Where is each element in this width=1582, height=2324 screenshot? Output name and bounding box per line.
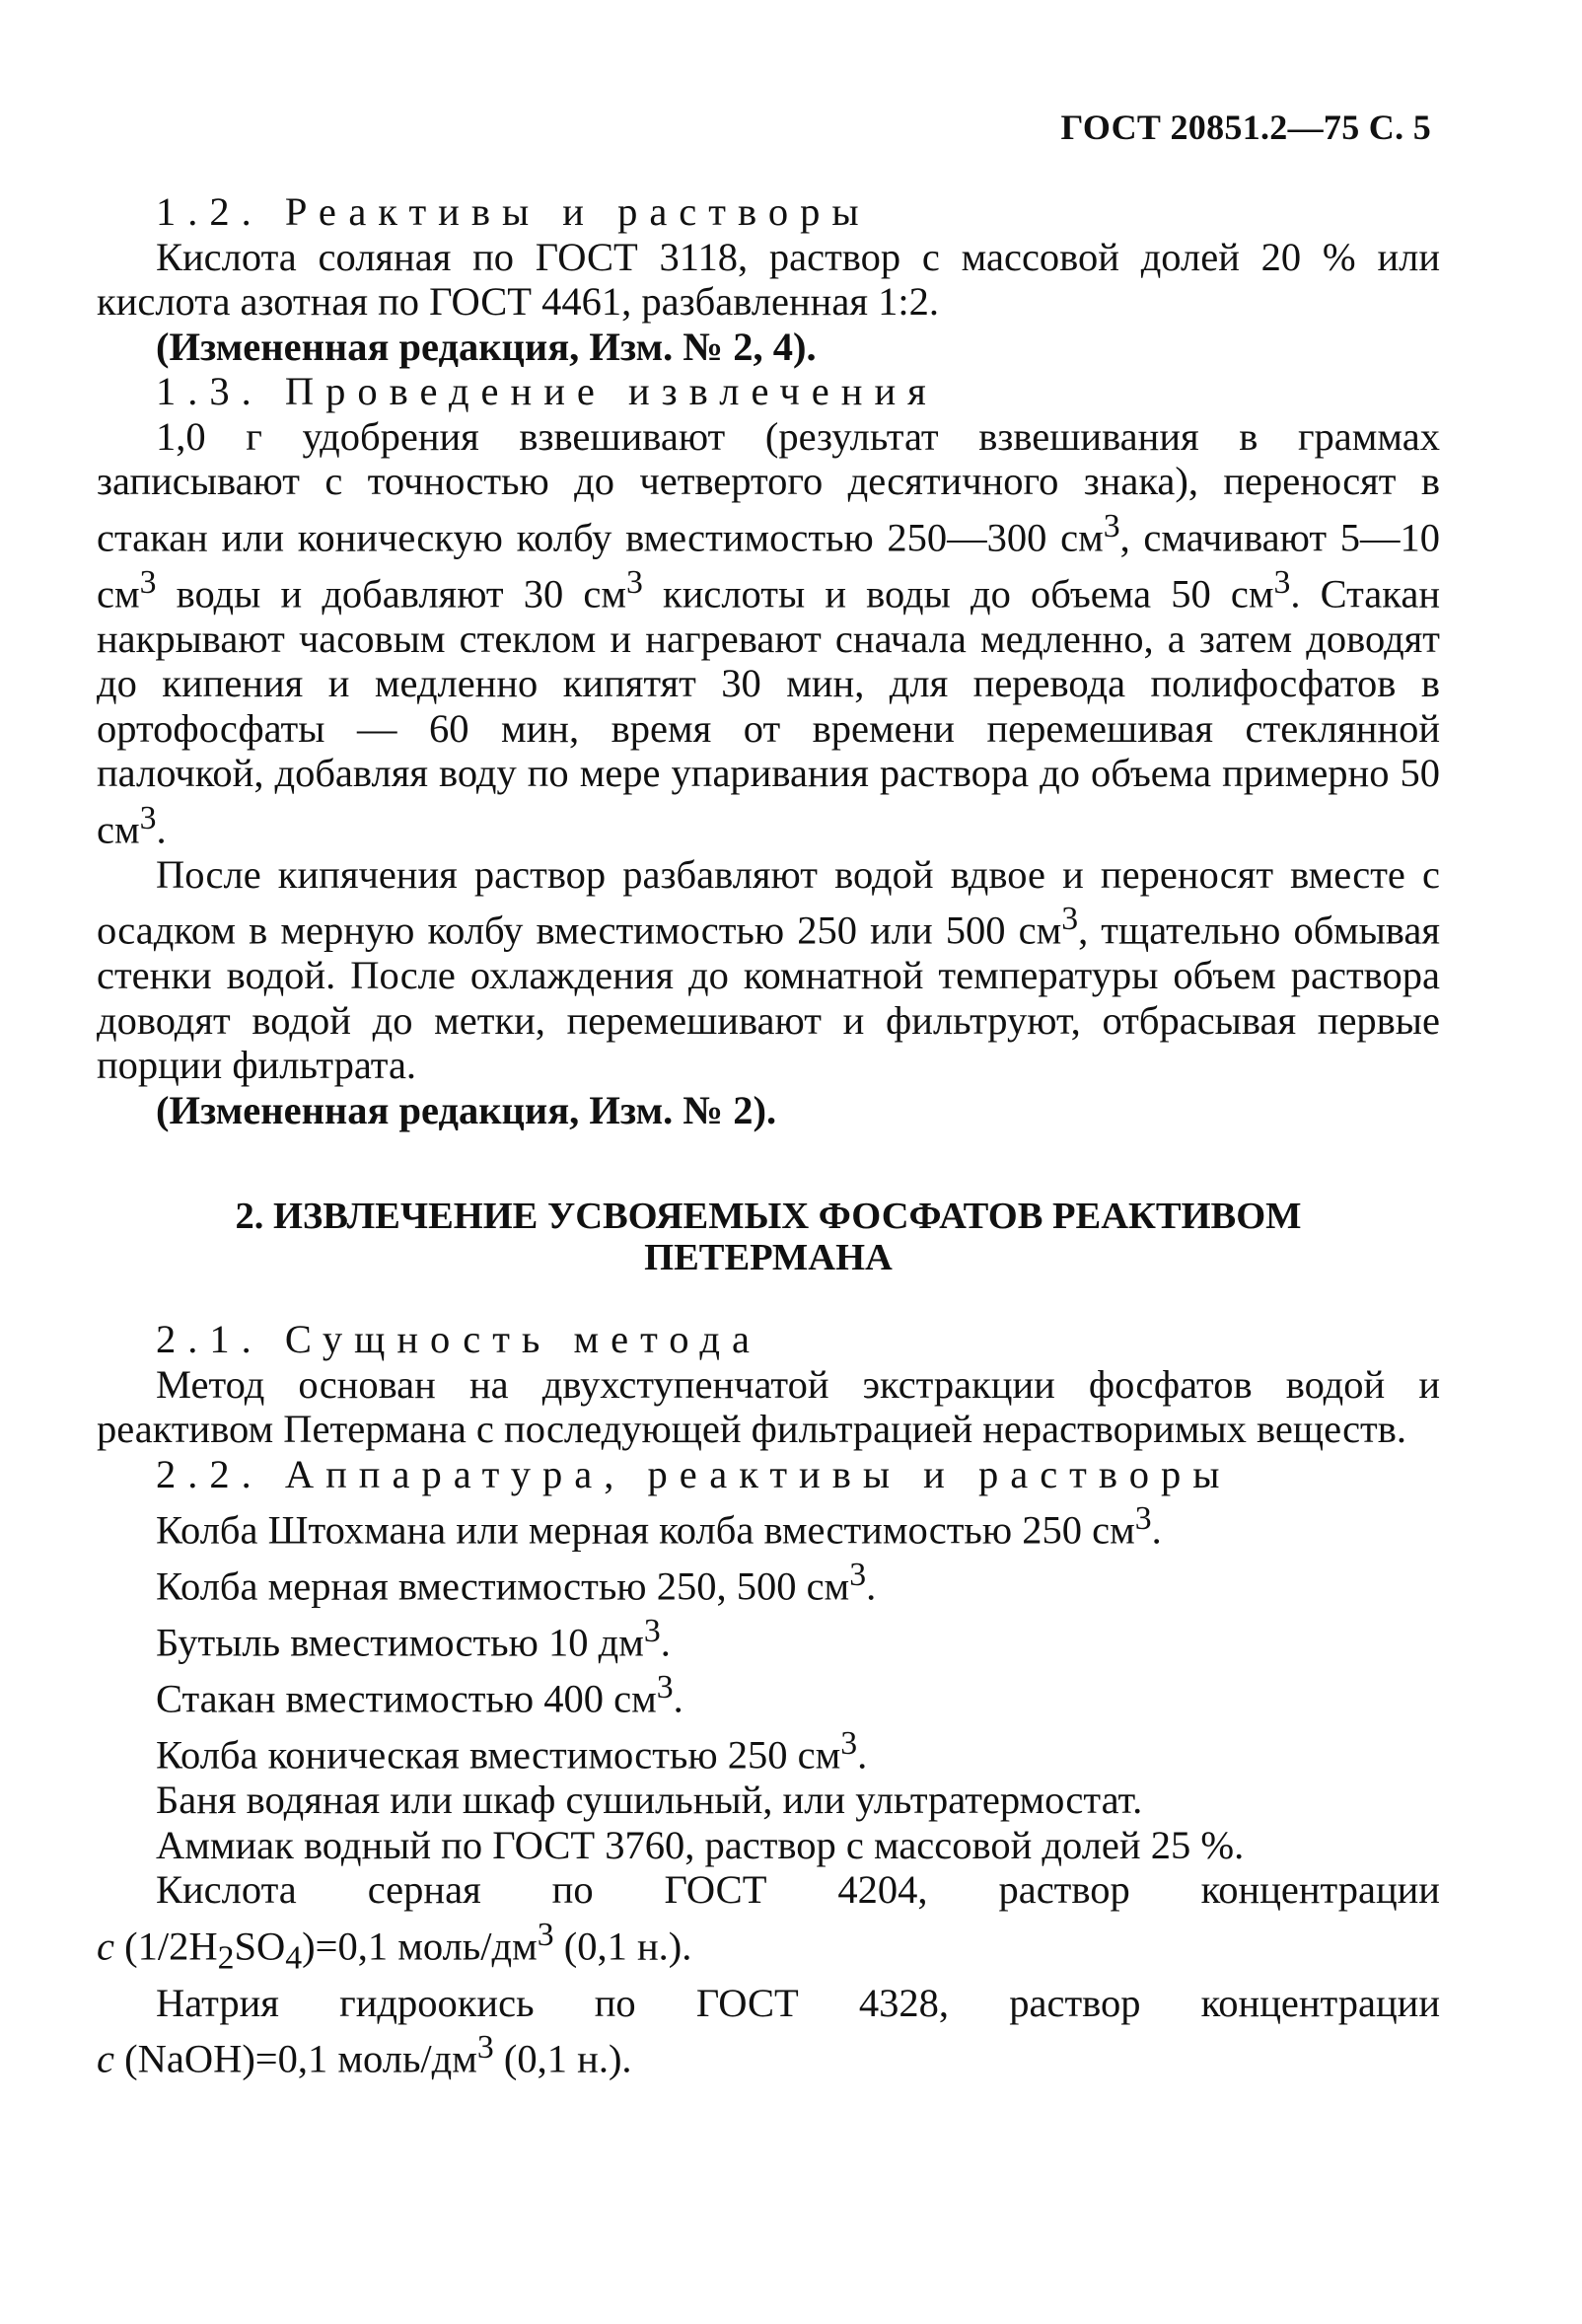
amendment-note: (Измененная редакция, Изм. № 2). [156,1087,777,1132]
section-1-2 [97,189,1440,1132]
list-item: Колба мерная вместимостью 250, 500 $см^3$. [156,1557,877,1609]
section-heading: 1.2. Реактивы и растворы [156,189,871,234]
list-item: Бутыль вместимостью 10 $дм^3$. [156,1613,671,1665]
list-item: Стакан вместимостью 400 $см^3$. [156,1669,683,1721]
list-item: Кислота серная по ГОСТ 4204, раствор концентрации [156,1867,1440,1912]
list-item: Баня водяная или шкаф сушильный, или ультратермостат. [156,1778,1143,1822]
page-header: ГОСТ 20851.2—75 С. 5 [1060,108,1431,147]
list-item: Колба коническая вместимостью 250 $см^3$. [156,1725,868,1778]
paragraph: 1,0 г удобрения взвешивают (результат взвешивания в граммах записывают с точностью до четвертого десятичного знака), переносят в стакан или коническую колбу вместимостью 250—300 $см^3$, смачивают 5—10 $см^3$ воды и добавляют 30 $см^3$ кислоты и воды до объема 50 $см^3$. Стакан накрывают часовым стеклом и нагревают сначала медленно, а затем доводят до кипения и медленно кипятят 30 мин, для перевода полифосфатов в ортофосфаты — 60 мин, время от времени перемешивая стеклянной палочкой, добавляя воду по мере упаривания раствора до объема примерно 50 $см^3$. [97,413,1441,851]
section-2 [97,1317,1440,2081]
formula-line: c $(1/2H_2SO_4)=0,1$ моль/$дм^3$ (0,1 н.). [97,1916,692,1977]
section-heading: 1.3. Проведение извлечения [156,369,938,413]
paragraph: После кипячения раствор разбавляют водой вдвое и переносят вместе с осадком в мерную колбу вместимостью 250 или 500 $см^3$, тщательно обмывая стенки водой. После охлаждения до комнатной температуры объем раствора доводят водой до метки, перемешивают и фильтруют, отбрасывая первые порции фильтрата. [97,851,1440,1087]
section-2-title: 2. ИЗВЛЕЧЕНИЕ УСВОЯЕМЫХ ФОСФАТОВ РЕАКТИВОМ ПЕТЕРМАНА [235,1196,1302,1278]
section-heading: 2.1. Сущность метода [156,1317,761,1361]
list-item: Колба Штохмана или мерная колба вместимостью 250 $см^3$. [156,1500,1162,1553]
amendment-note: (Измененная редакция, Изм. № 2, 4). [156,324,817,369]
section-heading: 2.2. Аппаратура, реактивы и растворы [156,1451,1232,1496]
formula-line: c (NaOH)=0,1 моль/$дм^3$ (0,1 н.). [97,2029,632,2081]
paragraph: Кислота соляная по ГОСТ 3118, раствор с массовой долей 20 % или кислота азотная по ГОСТ 4461, разбавленная 1:2. [97,234,1440,324]
list-item: Аммиак водный по ГОСТ 3760, раствор с массовой долей 25 %. [156,1822,1245,1867]
paragraph: Метод основан на двухступенчатой экстракции фосфатов водой и реактивом Петермана с последующей фильтрацией нерастворимых веществ. [97,1361,1440,1451]
list-item: Натрия гидроокись по ГОСТ 4328, раствор концентрации [156,1980,1440,2025]
